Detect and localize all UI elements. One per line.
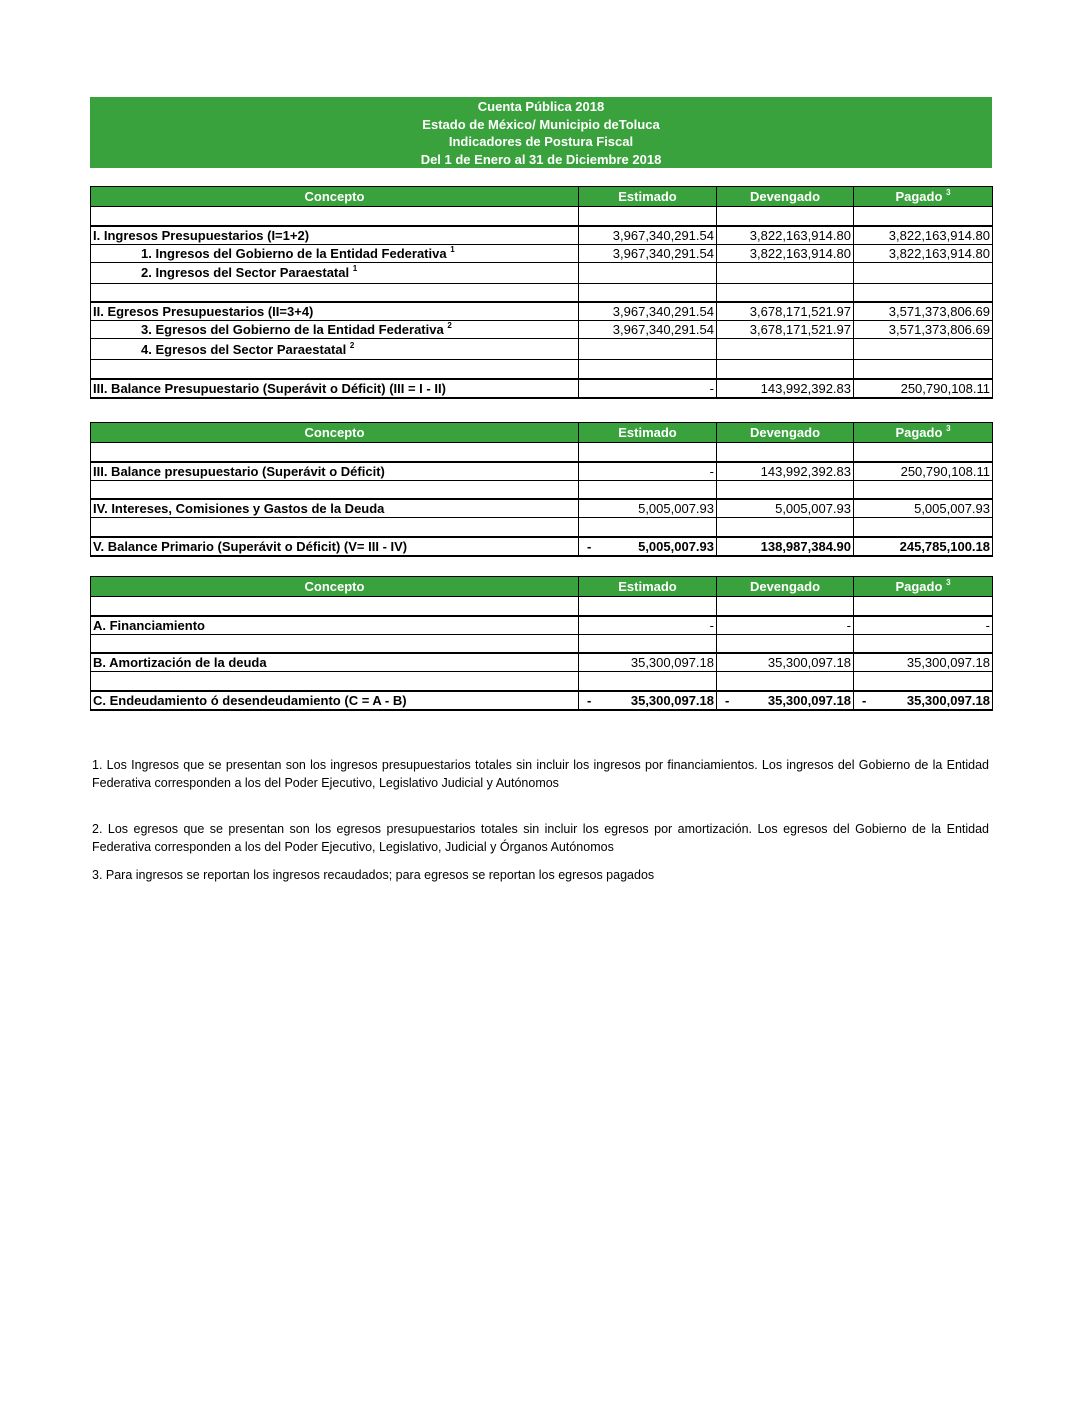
- header-entity: Estado de México/ Municipio deToluca: [422, 116, 660, 132]
- table-row: [91, 597, 993, 616]
- table-row: [91, 672, 993, 691]
- col-pagado: Pagado $^3$: [854, 187, 993, 207]
- header-report-name: Indicadores de Postura Fiscal: [448, 134, 634, 149]
- table-row: II. Egresos Presupuestarios (II=3+4) 3,967,340,291.54 3,678,171,521.97 3,571,373,806.69: [91, 302, 993, 321]
- col-pagado: Pagado $^3$: [854, 577, 993, 597]
- table-balance-presupuestario: [90, 186, 993, 399]
- table-row: [91, 634, 993, 653]
- table-row: [91, 283, 993, 302]
- table-row: 1. Ingresos del Gobierno de la Entidad Federativa $^1$ 3,967,340,291.54 3,822,163,914.80 3,822,163,914.80: [91, 244, 993, 262]
- table-row: B. Amortización de la deuda 35,300,097.18 35,300,097.18 35,300,097.18: [91, 653, 993, 672]
- col-devengado: Devengado: [717, 423, 854, 443]
- table-header-row: [91, 423, 993, 443]
- col-concepto: Concepto: [91, 423, 579, 443]
- col-estimado: Estimado: [579, 423, 717, 443]
- table-row: III. Balance Presupuestario (Superávit o Déficit) (III = I - II) - 143,992,392.83 250,790,108.11: [91, 379, 993, 398]
- footnote-3: 3. Para ingresos se reportan los ingresos recaudados; para egresos se reportan los egresos pagados: [92, 868, 655, 882]
- table-row: 3. Egresos del Gobierno de la Entidad Federativa $^2$ 3,967,340,291.54 3,678,171,521.97 3,571,373,806.69: [91, 321, 993, 339]
- table-row: 2. Ingresos del Sector Paraestatal $^1$: [91, 262, 993, 283]
- table-row: [91, 207, 993, 226]
- table-row: C. Endeudamiento ó desendeudamiento (C = A - B) - 35,300,097.18 - 35,300,097.18 - 35,300,097.18: [91, 691, 993, 710]
- col-estimado: Estimado: [579, 187, 717, 207]
- table-header-row: [91, 187, 993, 207]
- footnote-1: 1. Los Ingresos que se presentan son los ingresos presupuestarios totales sin incluir los ingresos por financiamientos. Los ingresos del Gobierno de la Entidad Federativa corresponden a los del Poder Ejecutivo, Legislativo Judicial y Autónomos: [92, 758, 989, 790]
- table-row: A. Financiamiento - - -: [91, 616, 993, 635]
- header-period: Del 1 de Enero al 31 de Diciembre 2018: [420, 151, 662, 167]
- table-row: [91, 518, 993, 537]
- col-concepto: Concepto: [91, 577, 579, 597]
- table-row: [91, 480, 993, 499]
- report-header: [90, 97, 992, 168]
- table-endeudamiento: [90, 576, 993, 711]
- table-row: [91, 443, 993, 462]
- table-row: V. Balance Primario (Superávit o Déficit) (V= III - IV) - 5,005,007.93 138,987,384.90 245,785,100.18: [91, 537, 993, 556]
- header-title: Cuenta Pública 2018: [477, 99, 605, 114]
- table-header-row: [91, 577, 993, 597]
- table-row: IV. Intereses, Comisiones y Gastos de la Deuda 5,005,007.93 5,005,007.93 5,005,007.93: [91, 499, 993, 518]
- table-row: I. Ingresos Presupuestarios (I=1+2) 3,967,340,291.54 3,822,163,914.80 3,822,163,914.80: [91, 226, 993, 245]
- footnote-2: 2. Los egresos que se presentan son los egresos presupuestarios totales sin incluir los egresos por amortización. Los egresos del Gobierno de la Entidad Federativa corresponden a los del Poder Ejecutivo, Legislativo, Judicial y Órganos Autónomos: [92, 822, 989, 854]
- col-estimado: Estimado: [579, 577, 717, 597]
- col-devengado: Devengado: [717, 577, 854, 597]
- table-row: [91, 360, 993, 379]
- col-pagado: Pagado $^3$: [854, 423, 993, 443]
- table-row: 4. Egresos del Sector Paraestatal $^2$: [91, 339, 993, 360]
- table-row: III. Balance presupuestario (Superávit o Déficit) - 143,992,392.83 250,790,108.11: [91, 462, 993, 481]
- col-concepto: Concepto: [91, 187, 579, 207]
- col-devengado: Devengado: [717, 187, 854, 207]
- table-balance-primario: [90, 422, 993, 557]
